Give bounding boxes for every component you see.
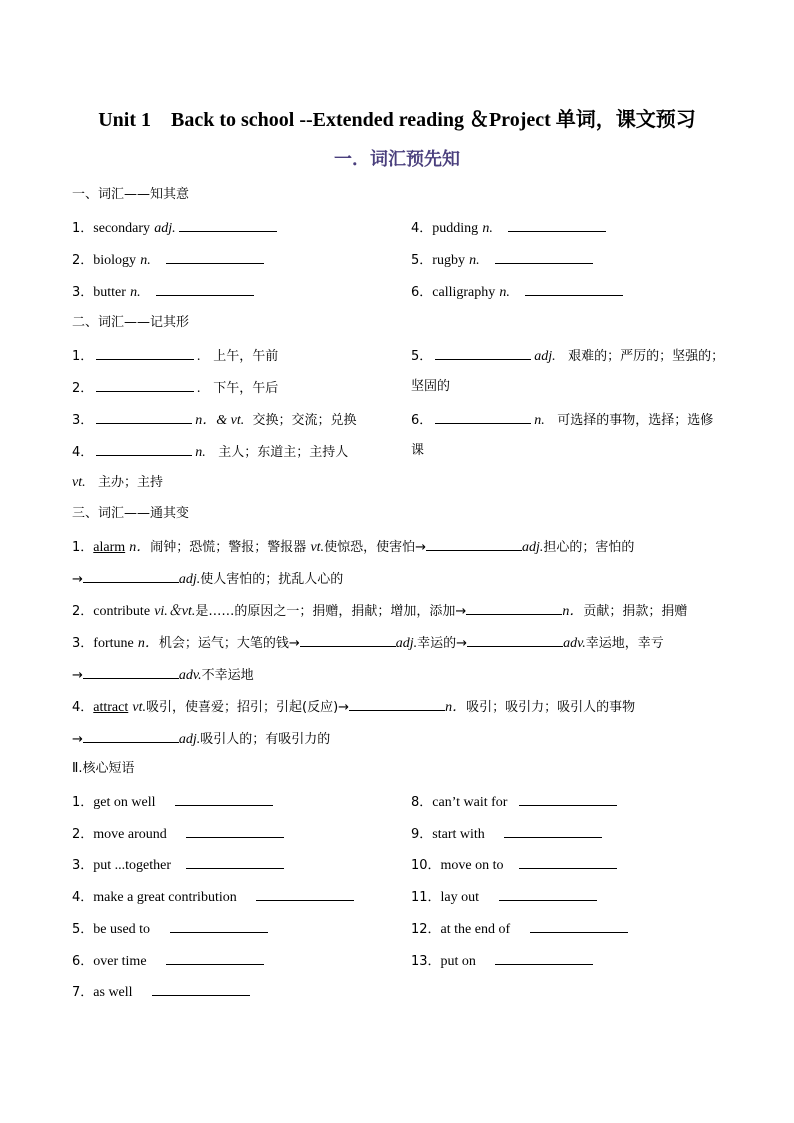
answer-blank[interactable] [495,951,593,965]
answer-blank[interactable] [83,569,179,583]
answer-blank[interactable] [426,537,522,551]
answer-blank[interactable] [156,282,254,296]
answer-blank[interactable] [166,250,264,264]
phrase-item-6: 6．over time [72,951,267,971]
phrase-item-5: 5．be used to [72,919,271,939]
sec1-item-3: 3．butter n. [72,282,257,302]
phrase-item-7: 7．as well [72,982,253,1002]
phrase-item-1: 1．get on well [72,792,276,812]
answer-blank[interactable] [152,982,250,996]
answer-blank[interactable] [83,729,179,743]
sec1-item-5: 5．rugby n. [411,250,596,270]
answer-blank[interactable] [435,410,531,424]
sec1-heading: 一、词汇——知其意 [72,187,190,202]
sec1-item-1: 1．secondary adj. [72,218,280,238]
answer-blank[interactable] [96,442,192,456]
answer-blank[interactable] [96,346,194,360]
answer-blank[interactable] [83,665,179,679]
answer-blank[interactable] [508,218,606,232]
sec2-item-1: 1． . 上午，午前 [72,346,278,366]
sec2-item-4-vt: vt. 主办；主持 [72,475,164,490]
phrase-item-10: 10．move on to [411,855,620,875]
answer-blank[interactable] [525,282,623,296]
sec1-item-4: 4．pudding n. [411,218,609,238]
sec2-item-6-cont: 课 [411,443,425,458]
sec1-item-6: 6．calligraphy n. [411,282,626,302]
phrase-item-2: 2．move around [72,824,287,844]
sec3-item-3: 3．fortune n．机会；运气；大笔的钱→ adj.幸运的→ adv.幸运地，幸亏 [72,633,664,653]
phrase-item-3: 3．put ...together [72,855,287,875]
sec2-item-6: 6． n. 可选择的事物，选择；选修 [411,410,713,430]
sec3-item-1b: → adj.使人害怕的；扰乱人心的 [72,569,343,589]
phrase-item-13: 13．put on [411,951,596,971]
answer-blank[interactable] [186,855,284,869]
sec2-item-5-cont: 坚固的 [411,379,451,394]
phrase-item-9: 9．start with [411,824,605,844]
sec3-item-3b: → adv.不幸运地 [72,665,254,685]
sec2-item-3: 3． n．& vt. 交换；交流；兑换 [72,410,357,430]
answer-blank[interactable] [96,378,194,392]
answer-blank[interactable] [519,855,617,869]
answer-blank[interactable] [499,887,597,901]
sec1-item-2: 2．biology n. [72,250,267,270]
answer-blank[interactable] [170,919,268,933]
sec2-item-2: 2． . 下午，午后 [72,378,278,398]
answer-blank[interactable] [530,919,628,933]
phrase-item-11: 11．lay out [411,887,600,907]
answer-blank[interactable] [467,633,563,647]
answer-blank[interactable] [435,346,531,360]
answer-blank[interactable] [186,824,284,838]
answer-blank[interactable] [179,218,277,232]
answer-blank[interactable] [466,601,562,615]
answer-blank[interactable] [349,697,445,711]
section-subtitle: 一．词汇预先知 [334,149,460,170]
sec3-item-2: 2．contribute vi.＆vt.是……的原因之一；捐赠，捐献；增加，添加→ n．贡献；捐款；捐赠 [72,601,687,621]
sec3-item-1: 1．alarm n．闹钟；恐慌；警报；警报器 vt.使惊恐，使害怕→ adj.担心的；害怕的 [72,537,634,557]
answer-blank[interactable] [504,824,602,838]
sec3-item-4b: → adj.吸引人的；有吸引力的 [72,729,330,749]
answer-blank[interactable] [300,633,396,647]
answer-blank[interactable] [96,410,192,424]
sec3-item-4: 4．attract vt.吸引，使喜爱；招引；引起(反应)→ n．吸引；吸引力；吸引人的事物 [72,697,635,717]
sec2-item-5: 5． adj. 艰难的；严厉的；坚强的； [411,346,724,366]
sec3-heading: 三、词汇——通其变 [72,506,190,521]
answer-blank[interactable] [175,792,273,806]
phrase-item-12: 12．at the end of [411,919,631,939]
answer-blank[interactable] [495,250,593,264]
sec2-item-4: 4． n. 主人；东道主；主持人 [72,442,348,462]
sec4-heading: Ⅱ.核心短语 [72,761,135,776]
answer-blank[interactable] [256,887,354,901]
answer-blank[interactable] [519,792,617,806]
answer-blank[interactable] [166,951,264,965]
page-title: Unit 1 Back to school --Extended reading ＆Project 单词，课文预习 [98,109,696,131]
sec2-heading: 二、词汇——记其形 [72,315,190,330]
phrase-item-4: 4．make a great contribution [72,887,357,907]
phrase-item-8: 8．can’t wait for [411,792,620,812]
